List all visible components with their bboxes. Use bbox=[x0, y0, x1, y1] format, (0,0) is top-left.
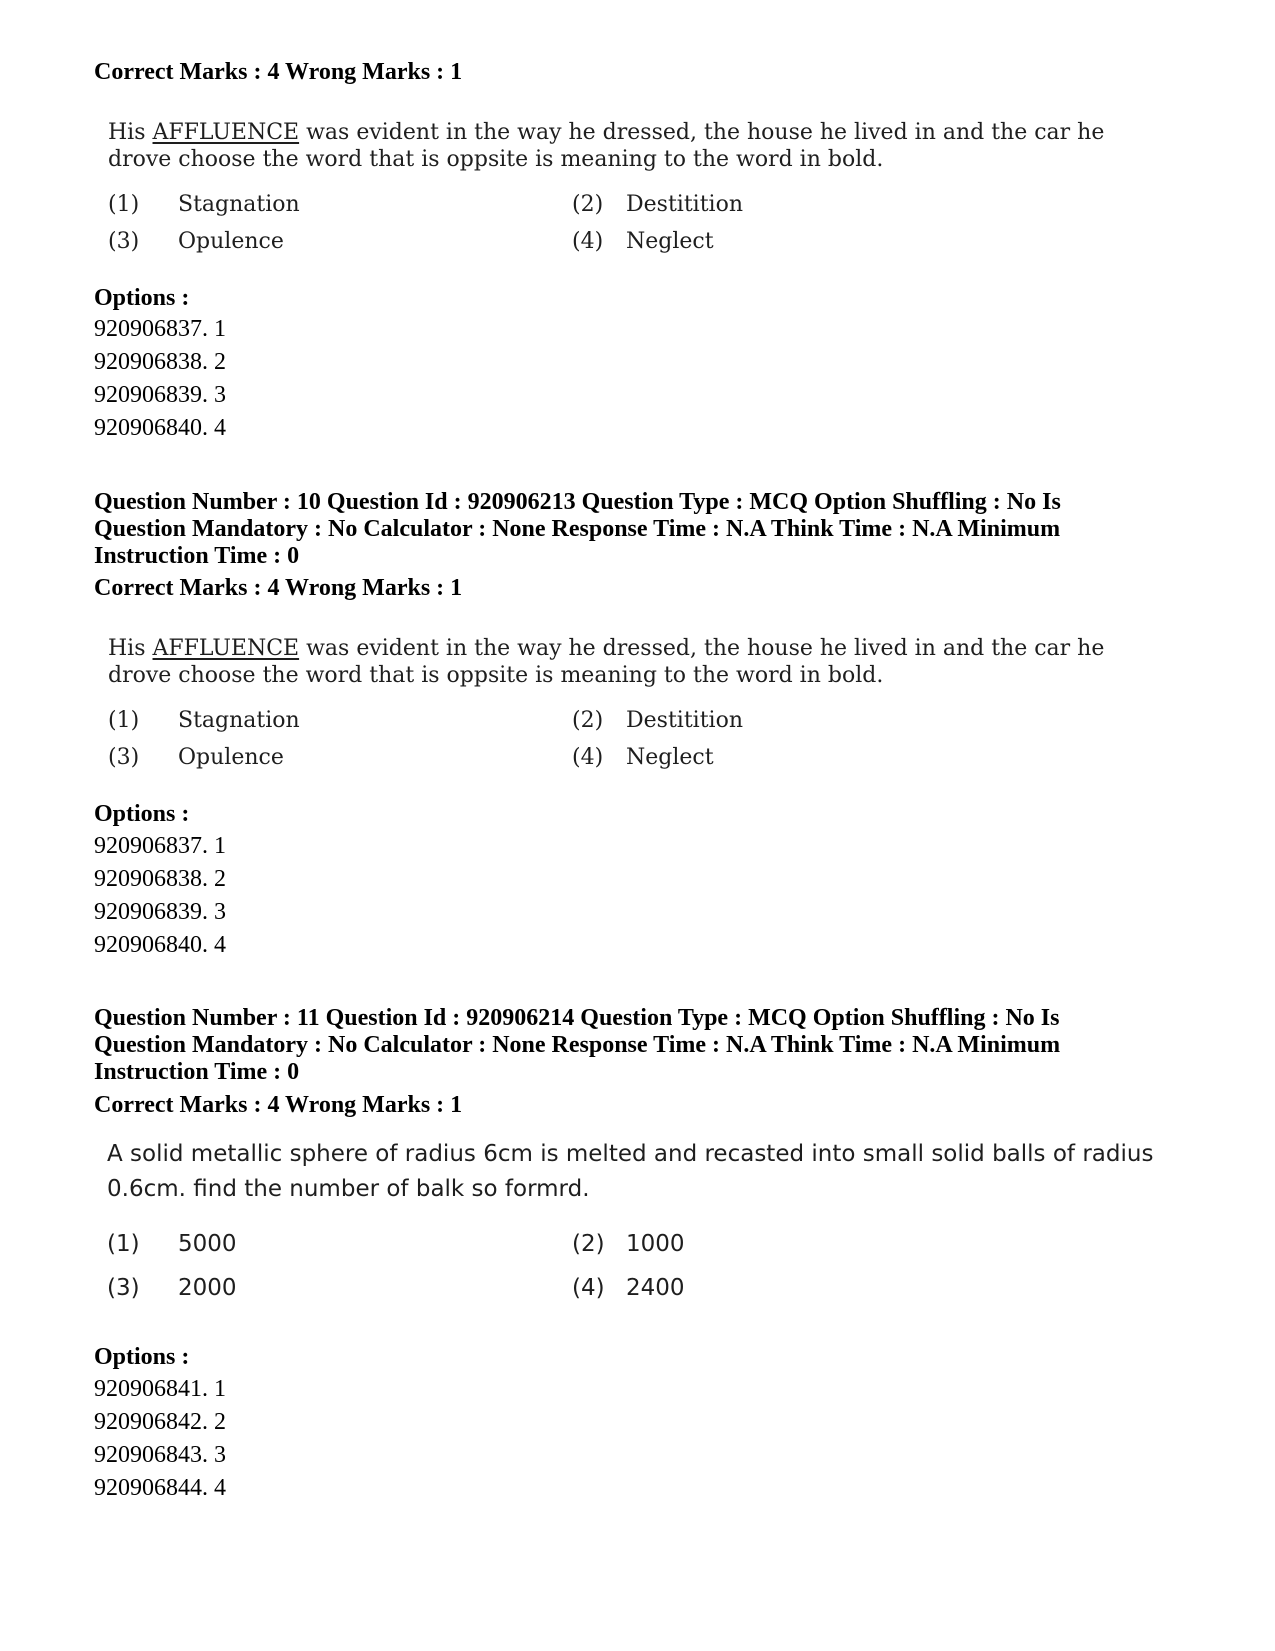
marks-line: Correct Marks : 4 Wrong Marks : 1 bbox=[94, 575, 463, 601]
option-item: 920906840. 4 bbox=[94, 415, 226, 441]
question-text-line-2: 0.6cm. find the number of balk so formrd. bbox=[107, 1176, 590, 1202]
key-word: AFFLUENCE bbox=[152, 120, 300, 145]
question-text-line-2: drove choose the word that is oppsite is meaning to the word in bold. bbox=[108, 147, 884, 172]
options-label: Options : bbox=[94, 285, 190, 311]
choice-number: (3) bbox=[108, 745, 140, 770]
option-item: 920906838. 2 bbox=[94, 349, 226, 375]
option-item: 920906841. 1 bbox=[94, 1376, 226, 1402]
question-text-line-1: His AFFLUENCE was evident in the way he dressed, the house he lived in and the car he bbox=[108, 120, 1105, 145]
choice-text: Neglect bbox=[626, 229, 714, 254]
choice-text: 5000 bbox=[178, 1231, 237, 1257]
choice-text: 2400 bbox=[626, 1275, 685, 1301]
option-item: 920906843. 3 bbox=[94, 1442, 226, 1468]
choice-text: Neglect bbox=[626, 745, 714, 770]
choice-number: (1) bbox=[108, 192, 140, 217]
choice-number: (1) bbox=[107, 1231, 140, 1257]
question-header-line-3: Instruction Time : 0 bbox=[94, 1059, 300, 1085]
question-header-line-2: Question Mandatory : No Calculator : None Response Time : N.A Think Time : N.A Minimum bbox=[94, 1032, 1061, 1058]
option-item: 920906844. 4 bbox=[94, 1475, 226, 1501]
choice-number: (4) bbox=[572, 229, 604, 254]
choice-number: (4) bbox=[572, 745, 604, 770]
choice-text: Destitition bbox=[626, 708, 743, 733]
choice-text: 1000 bbox=[626, 1231, 685, 1257]
choice-text: Stagnation bbox=[178, 192, 300, 217]
question-header-line-1: Question Number : 10 Question Id : 920906213 Question Type : MCQ Option Shuffling : No Is bbox=[94, 489, 1061, 515]
choice-text: Opulence bbox=[178, 745, 284, 770]
choice-text: 2000 bbox=[178, 1275, 237, 1301]
key-word: AFFLUENCE bbox=[152, 636, 300, 661]
choice-number: (3) bbox=[107, 1275, 140, 1301]
marks-line: Correct Marks : 4 Wrong Marks : 1 bbox=[94, 59, 463, 85]
marks-line: Correct Marks : 4 Wrong Marks : 1 bbox=[94, 1092, 463, 1118]
option-item: 920906838. 2 bbox=[94, 866, 226, 892]
choice-number: (2) bbox=[572, 708, 604, 733]
question-header-line-3: Instruction Time : 0 bbox=[94, 543, 300, 569]
question-text-line-1: A solid metallic sphere of radius 6cm is melted and recasted into small solid balls of radius bbox=[107, 1141, 1154, 1167]
choice-text: Opulence bbox=[178, 229, 284, 254]
option-item: 920906839. 3 bbox=[94, 899, 226, 925]
choice-number: (3) bbox=[108, 229, 140, 254]
choice-number: (4) bbox=[572, 1275, 605, 1301]
option-item: 920906842. 2 bbox=[94, 1409, 226, 1435]
question-text-line-1: His AFFLUENCE was evident in the way he dressed, the house he lived in and the car he bbox=[108, 636, 1105, 661]
question-header-line-2: Question Mandatory : No Calculator : None Response Time : N.A Think Time : N.A Minimum bbox=[94, 516, 1061, 542]
choice-number: (2) bbox=[572, 192, 604, 217]
option-item: 920906837. 1 bbox=[94, 316, 226, 342]
choice-number: (2) bbox=[572, 1231, 605, 1257]
options-label: Options : bbox=[94, 1344, 190, 1370]
choice-text: Stagnation bbox=[178, 708, 300, 733]
question-text-line-2: drove choose the word that is oppsite is meaning to the word in bold. bbox=[108, 663, 884, 688]
choice-text: Destitition bbox=[626, 192, 743, 217]
options-label: Options : bbox=[94, 801, 190, 827]
option-item: 920906839. 3 bbox=[94, 382, 226, 408]
question-header-line-1: Question Number : 11 Question Id : 920906214 Question Type : MCQ Option Shuffling : No Is bbox=[94, 1005, 1060, 1031]
option-item: 920906837. 1 bbox=[94, 833, 226, 859]
choice-number: (1) bbox=[108, 708, 140, 733]
option-item: 920906840. 4 bbox=[94, 932, 226, 958]
